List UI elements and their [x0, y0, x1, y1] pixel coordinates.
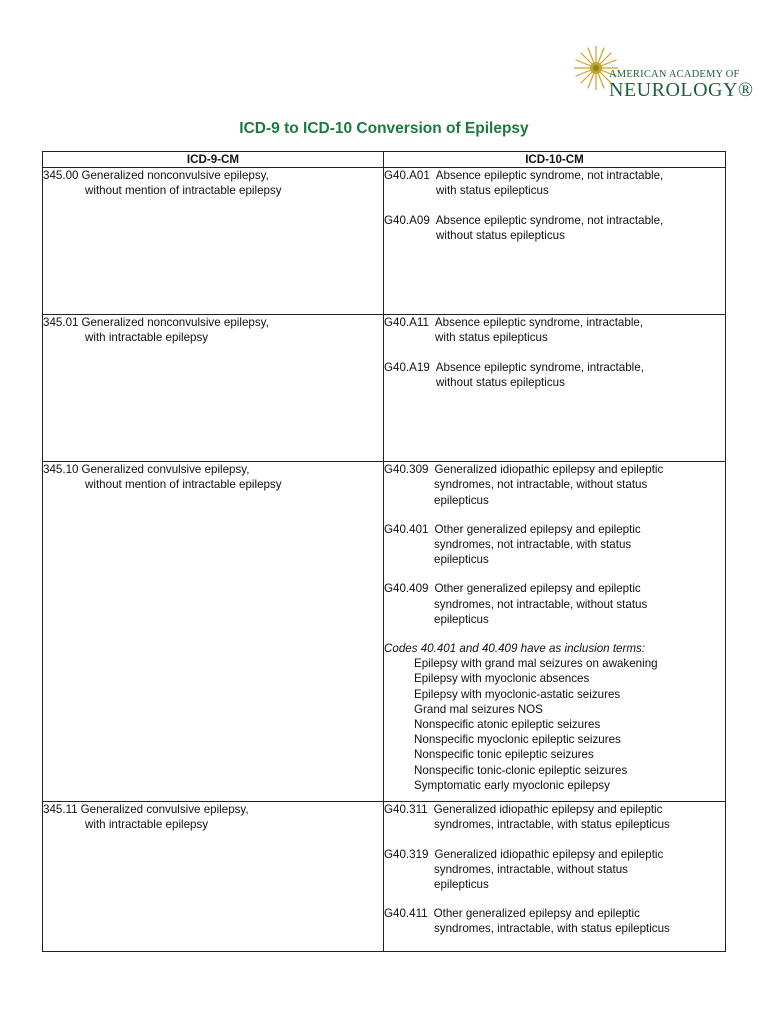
icd10-entry — [384, 522, 725, 568]
icd10-description: Other generalized epilepsy and epileptic — [434, 522, 641, 536]
icd10-code: G40.311 — [384, 803, 428, 817]
inclusion-term: Nonspecific tonic epileptic seizures — [414, 748, 594, 762]
icd10-cell — [384, 462, 726, 802]
icd9-code: 345.11 — [43, 803, 78, 817]
logo-line-2: NEUROLOGY® — [609, 79, 754, 101]
icd10-description-cont: syndromes, intractable, with status epilepticus — [434, 922, 670, 936]
icd10-entry — [384, 581, 725, 627]
table-row — [43, 315, 726, 462]
icd10-description-cont: syndromes, intractable, with status epilepticus — [434, 818, 670, 832]
icd10-description-cont: syndromes, intractable, without status — [434, 862, 628, 876]
icd10-code: G40.409 — [384, 582, 429, 596]
icd9-cell — [43, 802, 384, 952]
icd9-first-line — [43, 315, 383, 330]
icd10-code: G40.411 — [384, 907, 428, 921]
icd10-description: Absence epileptic syndrome, intractable, — [435, 360, 644, 374]
icd10-description: Generalized idiopathic epilepsy and epileptic — [433, 803, 663, 817]
document-title: ICD-9 to ICD-10 Conversion of Epilepsy — [239, 120, 529, 137]
icd10-cell — [384, 802, 726, 952]
conversion-table — [42, 151, 726, 952]
icd10-description-cont: syndromes, not intractable, with status — [434, 538, 632, 552]
icd10-description-cont: with status epilepticus — [436, 184, 549, 198]
icd10-code: G40.A09 — [384, 213, 430, 227]
icd10-description-cont: epilepticus — [434, 878, 489, 892]
header-icd9: ICD-9-CM — [43, 152, 384, 168]
icd9-first-line — [43, 168, 383, 183]
icd10-entry — [384, 213, 725, 243]
inclusion-term: Grand mal seizures NOS — [414, 702, 543, 716]
icd10-entry — [384, 168, 725, 198]
inclusion-term: Nonspecific myoclonic epileptic seizures — [414, 733, 621, 747]
inclusion-term: Epilepsy with myoclonic-astatic seizures — [414, 687, 621, 701]
icd9-description-cont: with intractable epilepsy — [85, 331, 209, 345]
icd9-description-cont: without mention of intractable epilepsy — [85, 184, 282, 198]
table-row — [43, 168, 726, 315]
icd9-code: 345.01 — [43, 316, 79, 330]
icd10-description: Other generalized epilepsy and epileptic — [433, 907, 640, 921]
icd10-description-cont: epilepticus — [434, 612, 489, 626]
icd10-cell — [384, 168, 726, 315]
inclusion-term: Epilepsy with grand mal seizures on awakening — [414, 657, 658, 671]
icd10-cell — [384, 315, 726, 462]
icd9-description-cont: without mention of intractable epilepsy — [85, 478, 282, 492]
icd10-description: Generalized idiopathic epilepsy and epileptic — [434, 847, 664, 861]
table-row — [43, 802, 726, 952]
icd10-description-cont: epilepticus — [434, 493, 489, 507]
icd10-description-cont: without status epilepticus — [436, 228, 565, 242]
inclusion-terms-heading: Codes 40.401 and 40.409 have as inclusion terms: — [384, 642, 646, 656]
icd10-description: Other generalized epilepsy and epileptic — [434, 582, 641, 596]
inclusion-term: Epilepsy with myoclonic absences — [414, 672, 590, 686]
icd10-description-cont: syndromes, not intractable, without status — [434, 478, 648, 492]
icd9-description: Generalized convulsive epilepsy, — [80, 803, 249, 817]
icd10-entry — [384, 847, 725, 893]
icd10-code: G40.319 — [384, 847, 429, 861]
inclusion-term: Nonspecific tonic-clonic epileptic seizures — [414, 763, 628, 777]
icd10-code: G40.309 — [384, 463, 429, 477]
header-icd10: ICD-10-CM — [384, 152, 726, 168]
icd9-description-cont: with intractable epilepsy — [85, 818, 209, 832]
icd10-description-cont: without status epilepticus — [436, 375, 565, 389]
table-row — [43, 462, 726, 802]
icd10-code: G40.A01 — [384, 169, 430, 183]
icd9-code: 345.10 — [43, 463, 79, 477]
icd10-description-cont: epilepticus — [434, 553, 489, 567]
icd10-description: Absence epileptic syndrome, intractable, — [434, 316, 644, 330]
icd9-code: 345.00 — [43, 169, 79, 183]
icd10-description-cont: syndromes, not intractable, without status — [434, 597, 648, 611]
aan-logo — [570, 44, 754, 104]
icd10-code: G40.A19 — [384, 360, 430, 374]
icd10-entry — [384, 360, 725, 390]
icd10-description: Absence epileptic syndrome, not intractable, — [435, 213, 664, 227]
icd9-description: Generalized nonconvulsive epilepsy, — [81, 169, 269, 183]
icd10-description-cont: with status epilepticus — [435, 331, 548, 345]
icd10-entry — [384, 802, 725, 832]
icd10-entry — [384, 462, 725, 508]
icd9-cell — [43, 168, 384, 315]
icd10-code: G40.401 — [384, 522, 429, 536]
icd9-cell — [43, 462, 384, 802]
inclusion-term: Symptomatic early myoclonic epilepsy — [414, 778, 610, 792]
icd10-description: Generalized idiopathic epilepsy and epileptic — [434, 463, 664, 477]
icd9-first-line — [43, 462, 383, 477]
logo-line-1: AMERICAN ACADEMY OF — [609, 69, 740, 80]
icd9-cell — [43, 315, 384, 462]
icd10-description: Absence epileptic syndrome, not intractable, — [435, 169, 664, 183]
icd9-description: Generalized nonconvulsive epilepsy, — [81, 316, 269, 330]
table-header-row — [43, 152, 726, 168]
inclusion-term: Nonspecific atonic epileptic seizures — [414, 718, 601, 732]
icd10-entry — [384, 315, 725, 345]
icd10-code: G40.A11 — [384, 316, 429, 330]
icd9-description: Generalized convulsive epilepsy, — [81, 463, 250, 477]
icd9-first-line — [43, 802, 383, 817]
icd10-entry — [384, 906, 725, 936]
